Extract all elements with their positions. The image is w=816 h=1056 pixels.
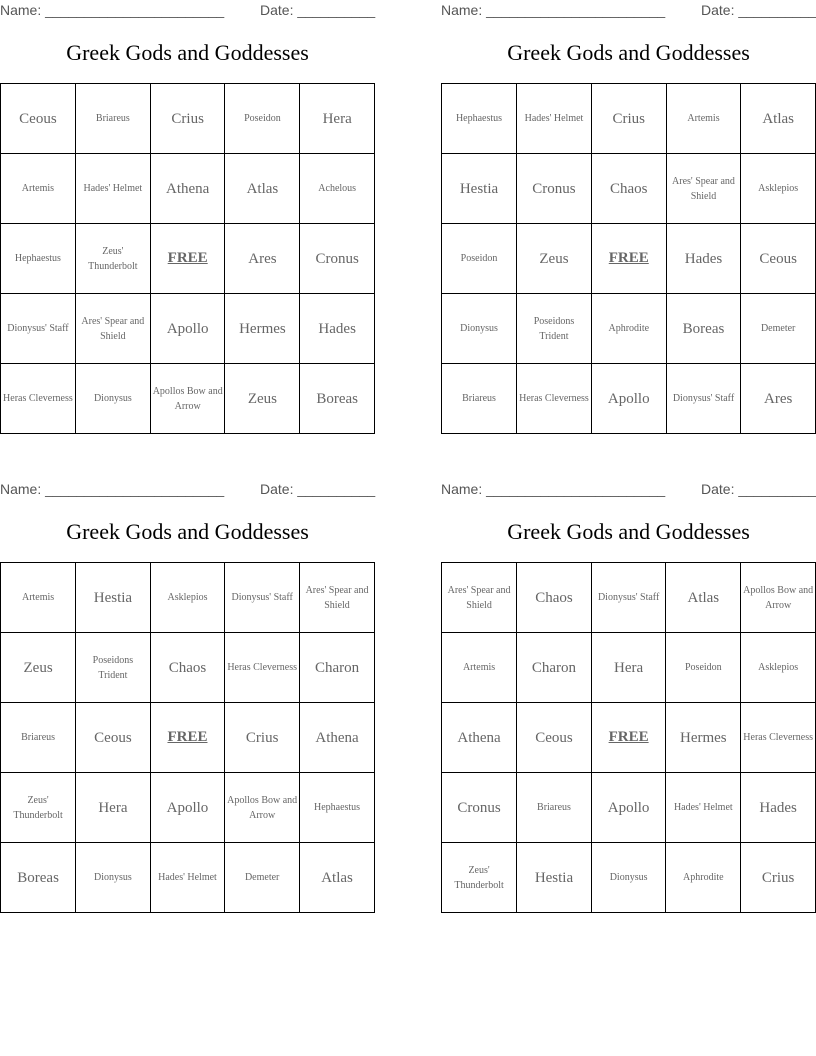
bingo-row <box>442 703 816 773</box>
bingo-cell[interactable]: Asklepios <box>741 633 816 703</box>
bingo-cell[interactable]: Heras Cleverness <box>225 633 300 703</box>
bingo-row <box>442 773 816 843</box>
bingo-cell[interactable]: Atlas <box>225 154 300 224</box>
free-space[interactable]: FREE <box>591 703 666 773</box>
bingo-cell[interactable]: Chaos <box>517 563 592 633</box>
bingo-cell[interactable]: Poseidon <box>225 84 300 154</box>
date-field[interactable]: Date: __________ <box>701 2 816 18</box>
bingo-cell[interactable]: Dionysus <box>75 364 150 434</box>
bingo-cell[interactable]: Hermes <box>666 703 741 773</box>
free-space[interactable]: FREE <box>591 224 666 294</box>
bingo-cell[interactable]: Demeter <box>225 843 300 913</box>
bingo-cell[interactable]: Ceous <box>517 703 592 773</box>
bingo-row <box>442 633 816 703</box>
bingo-cell[interactable]: Hera <box>76 773 151 843</box>
bingo-cell[interactable]: Atlas <box>666 563 741 633</box>
bingo-cell[interactable]: Apollos Bow and Arrow <box>150 364 225 434</box>
bingo-cell[interactable]: Chaos <box>150 633 225 703</box>
bingo-row <box>1 773 375 843</box>
card-title: Greek Gods and Goddesses <box>66 40 309 65</box>
date-field[interactable]: Date: __________ <box>701 481 816 497</box>
bingo-row <box>1 364 375 434</box>
bingo-cell[interactable]: Apollo <box>150 773 225 843</box>
bingo-row <box>1 294 375 364</box>
bingo-cell[interactable]: Boreas <box>1 843 76 913</box>
bingo-cell[interactable]: Hades <box>666 224 741 294</box>
bingo-cell[interactable]: Dionysus <box>442 294 517 364</box>
bingo-cell[interactable]: Apollo <box>591 773 666 843</box>
bingo-grid <box>0 83 375 434</box>
bingo-cell[interactable]: Asklepios <box>741 154 816 224</box>
bingo-cell[interactable]: Dionysus' Staff <box>1 294 76 364</box>
bingo-cell[interactable]: Boreas <box>300 364 375 434</box>
bingo-cell[interactable]: Ares' Spear and Shield <box>442 563 517 633</box>
bingo-cell[interactable]: Boreas <box>666 294 741 364</box>
bingo-cell[interactable]: Zeus' Thunderbolt <box>1 773 76 843</box>
bingo-row <box>442 364 816 434</box>
bingo-cell[interactable]: Hephaestus <box>1 224 76 294</box>
bingo-cell[interactable]: Crius <box>150 84 225 154</box>
bingo-cell[interactable]: Hades' Helmet <box>75 154 150 224</box>
bingo-cell[interactable]: Hestia <box>517 843 592 913</box>
card-header <box>441 481 816 499</box>
bingo-cell[interactable]: Aphrodite <box>591 294 666 364</box>
bingo-cell[interactable]: Charon <box>300 633 375 703</box>
bingo-cell[interactable]: Poseidons Trident <box>517 294 592 364</box>
bingo-cell[interactable]: Hera <box>591 633 666 703</box>
bingo-cell[interactable]: Charon <box>517 633 592 703</box>
card-header <box>0 481 375 499</box>
bingo-cell[interactable]: Artemis <box>666 84 741 154</box>
bingo-row <box>1 703 375 773</box>
bingo-cell[interactable]: Briareus <box>442 364 517 434</box>
bingo-cell[interactable]: Hermes <box>225 294 300 364</box>
bingo-cell[interactable]: Zeus <box>517 224 592 294</box>
card-title: Greek Gods and Goddesses <box>66 519 309 544</box>
bingo-row <box>1 563 375 633</box>
bingo-cell[interactable]: Poseidon <box>442 224 517 294</box>
bingo-cell[interactable]: Atlas <box>300 843 375 913</box>
card-title: Greek Gods and Goddesses <box>507 519 750 544</box>
bingo-cell[interactable]: Apollos Bow and Arrow <box>741 563 816 633</box>
bingo-grid <box>0 562 375 913</box>
free-space[interactable]: FREE <box>150 703 225 773</box>
bingo-row <box>442 294 816 364</box>
bingo-cell[interactable]: Briareus <box>75 84 150 154</box>
bingo-cell[interactable]: Apollo <box>150 294 225 364</box>
name-field[interactable]: Name: _______________________ <box>0 481 225 497</box>
free-space[interactable]: FREE <box>150 224 225 294</box>
bingo-row <box>1 224 375 294</box>
bingo-cell[interactable]: Apollos Bow and Arrow <box>225 773 300 843</box>
bingo-cell[interactable]: Ares <box>225 224 300 294</box>
bingo-cell[interactable]: Hestia <box>442 154 517 224</box>
bingo-cell[interactable]: Dionysus <box>591 843 666 913</box>
bingo-cell[interactable]: Apollo <box>591 364 666 434</box>
bingo-row <box>1 843 375 913</box>
bingo-cell[interactable]: Poseidons Trident <box>76 633 151 703</box>
bingo-cell[interactable]: Ceous <box>76 703 151 773</box>
bingo-cell[interactable]: Atlas <box>741 84 816 154</box>
bingo-cell[interactable]: Ares' Spear and Shield <box>300 563 375 633</box>
bingo-cell[interactable]: Dionysus' Staff <box>591 563 666 633</box>
bingo-row <box>442 84 816 154</box>
bingo-cell[interactable]: Hades' Helmet <box>150 843 225 913</box>
bingo-cell[interactable]: Athena <box>300 703 375 773</box>
bingo-cell[interactable]: Heras Cleverness <box>741 703 816 773</box>
name-field[interactable]: Name: _______________________ <box>0 2 225 18</box>
bingo-cell[interactable]: Asklepios <box>150 563 225 633</box>
bingo-cell[interactable]: Poseidon <box>666 633 741 703</box>
bingo-cell[interactable]: Dionysus <box>76 843 151 913</box>
bingo-cell[interactable]: Zeus <box>1 633 76 703</box>
bingo-cell[interactable]: Heras Cleverness <box>1 364 76 434</box>
bingo-row <box>1 154 375 224</box>
bingo-cell[interactable]: Ceous <box>1 84 76 154</box>
bingo-cell[interactable]: Dionysus' Staff <box>666 364 741 434</box>
bingo-cell[interactable]: Heras Cleverness <box>517 364 592 434</box>
bingo-grid <box>441 83 816 434</box>
bingo-cell[interactable]: Achelous <box>300 154 375 224</box>
bingo-cell[interactable]: Athena <box>442 703 517 773</box>
bingo-cell[interactable]: Zeus <box>225 364 300 434</box>
bingo-row <box>442 154 816 224</box>
bingo-cell[interactable]: Chaos <box>591 154 666 224</box>
bingo-cell[interactable]: Briareus <box>1 703 76 773</box>
bingo-cell[interactable]: Hades <box>300 294 375 364</box>
bingo-row <box>442 224 816 294</box>
name-field[interactable]: Name: _______________________ <box>441 481 666 497</box>
name-field[interactable]: Name: _______________________ <box>441 2 666 18</box>
bingo-cell[interactable]: Hestia <box>76 563 151 633</box>
bingo-cell[interactable]: Hera <box>300 84 375 154</box>
bingo-cell[interactable]: Dionysus' Staff <box>225 563 300 633</box>
bingo-cell[interactable]: Zeus' Thunderbolt <box>442 843 517 913</box>
card-header <box>441 2 816 20</box>
bingo-row <box>1 84 375 154</box>
bingo-cell[interactable]: Cronus <box>517 154 592 224</box>
bingo-cell[interactable]: Artemis <box>1 154 76 224</box>
bingo-cell[interactable]: Hades <box>741 773 816 843</box>
bingo-cell[interactable]: Crius <box>591 84 666 154</box>
date-field[interactable]: Date: __________ <box>260 2 376 18</box>
bingo-cell[interactable]: Cronus <box>442 773 517 843</box>
bingo-cell[interactable]: Ares <box>741 364 816 434</box>
bingo-cell[interactable]: Cronus <box>300 224 375 294</box>
bingo-cell[interactable]: Crius <box>225 703 300 773</box>
bingo-cell[interactable]: Briareus <box>517 773 592 843</box>
bingo-cell[interactable]: Artemis <box>442 633 517 703</box>
bingo-grid <box>441 562 816 913</box>
bingo-row <box>1 633 375 703</box>
bingo-cell[interactable]: Demeter <box>741 294 816 364</box>
bingo-cell[interactable]: Hades' Helmet <box>517 84 592 154</box>
bingo-cell[interactable]: Ceous <box>741 224 816 294</box>
bingo-row <box>442 843 816 913</box>
card-title: Greek Gods and Goddesses <box>507 40 750 65</box>
bingo-row <box>442 563 816 633</box>
bingo-cell[interactable]: Hephaestus <box>300 773 375 843</box>
bingo-cell[interactable]: Zeus' Thunderbolt <box>75 224 150 294</box>
bingo-cell[interactable]: Hephaestus <box>442 84 517 154</box>
bingo-cell[interactable]: Aphrodite <box>666 843 741 913</box>
bingo-cell[interactable]: Hades' Helmet <box>666 773 741 843</box>
date-field[interactable]: Date: __________ <box>260 481 376 497</box>
bingo-cell[interactable]: Crius <box>741 843 816 913</box>
bingo-cell[interactable]: Artemis <box>1 563 76 633</box>
bingo-cell[interactable]: Athena <box>150 154 225 224</box>
bingo-cell[interactable]: Ares' Spear and Shield <box>666 154 741 224</box>
card-header <box>0 2 375 20</box>
bingo-cell[interactable]: Ares' Spear and Shield <box>75 294 150 364</box>
